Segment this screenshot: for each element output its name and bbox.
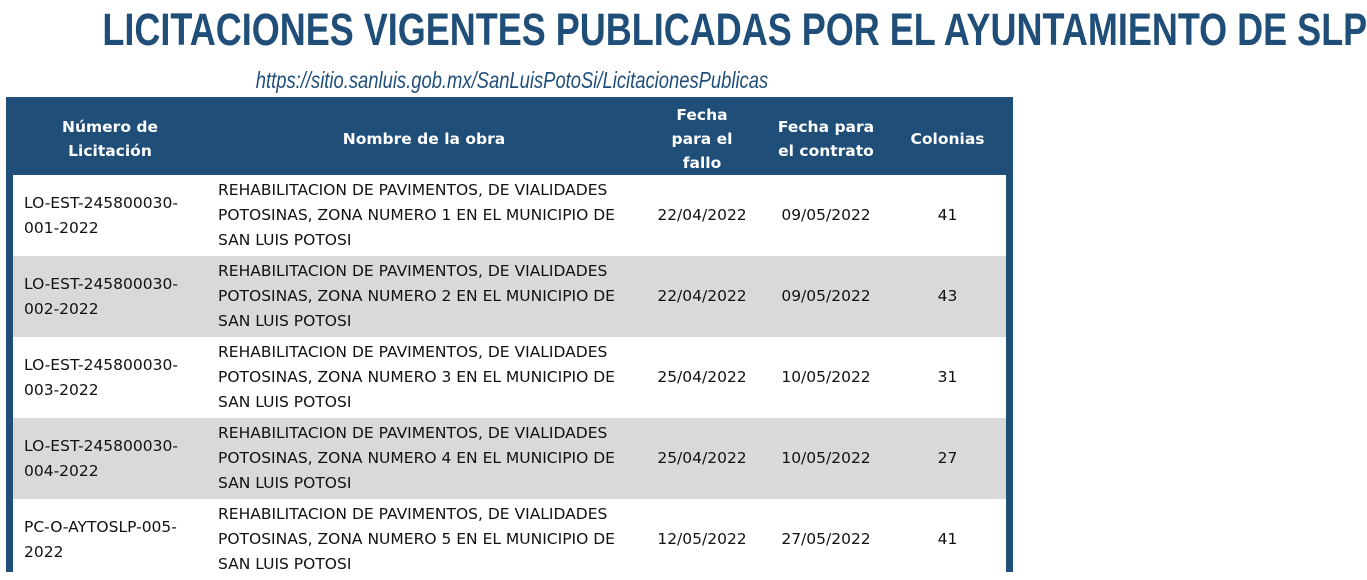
cell-obra: REHABILITACION DE PAVIMENTOS, DE VIALIDADES POTOSINAS, ZONA NUMERO 3 EN EL MUNICIPIO DE SAN LUIS POTOSI [207,337,641,418]
cell-numero: LO-EST-245800030-004-2022 [13,418,207,499]
licitaciones-table-frame [6,97,1013,572]
cell-numero: PC-O-AYTOSLP-005-2022 [13,499,207,580]
table-row [13,256,1006,337]
header-colonias: Colonias [910,130,985,148]
header-fallo: Fecha para el fallo [671,106,733,172]
table-header-row [13,103,1006,175]
header-numero: Número de Licitación [62,118,158,160]
table-row [13,175,1006,256]
cell-contrato: 10/05/2022 [763,418,889,499]
cell-fallo: 25/04/2022 [641,418,763,499]
cell-fallo: 25/04/2022 [641,337,763,418]
table-row [13,499,1006,580]
cell-colonias: 31 [889,337,1006,418]
cell-colonias: 41 [889,175,1006,256]
cell-numero: LO-EST-245800030-002-2022 [13,256,207,337]
licitaciones-table [13,103,1006,580]
cell-colonias: 41 [889,499,1006,580]
cell-numero: LO-EST-245800030-001-2022 [13,175,207,256]
cell-fallo: 12/05/2022 [641,499,763,580]
cell-fallo: 22/04/2022 [641,256,763,337]
source-url: https://sitio.sanluis.gob.mx/SanLuisPotoSi/LicitacionesPublicas [255,67,769,93]
cell-contrato: 10/05/2022 [763,337,889,418]
header-contrato: Fecha para el contrato [777,118,875,160]
cell-obra: REHABILITACION DE PAVIMENTOS, DE VIALIDADES POTOSINAS, ZONA NUMERO 4 EN EL MUNICIPIO DE SAN LUIS POTOSI [207,418,641,499]
cell-contrato: 09/05/2022 [763,256,889,337]
page-title: LICITACIONES VIGENTES PUBLICADAS POR EL AYUNTAMIENTO DE SLP [102,4,1367,55]
header-obra: Nombre de la obra [342,130,506,148]
table-row [13,337,1006,418]
cell-contrato: 09/05/2022 [763,175,889,256]
cell-colonias: 43 [889,256,1006,337]
cell-fallo: 22/04/2022 [641,175,763,256]
cell-numero: LO-EST-245800030-003-2022 [13,337,207,418]
cell-obra: REHABILITACION DE PAVIMENTOS, DE VIALIDADES POTOSINAS, ZONA NUMERO 2 EN EL MUNICIPIO DE SAN LUIS POTOSI [207,256,641,337]
table-row [13,418,1006,499]
cell-obra: REHABILITACION DE PAVIMENTOS, DE VIALIDADES POTOSINAS, ZONA NUMERO 1 EN EL MUNICIPIO DE SAN LUIS POTOSI [207,175,641,256]
cell-contrato: 27/05/2022 [763,499,889,580]
cell-colonias: 27 [889,418,1006,499]
cell-obra: REHABILITACION DE PAVIMENTOS, DE VIALIDADES POTOSINAS, ZONA NUMERO 5 EN EL MUNICIPIO DE SAN LUIS POTOSI [207,499,641,580]
